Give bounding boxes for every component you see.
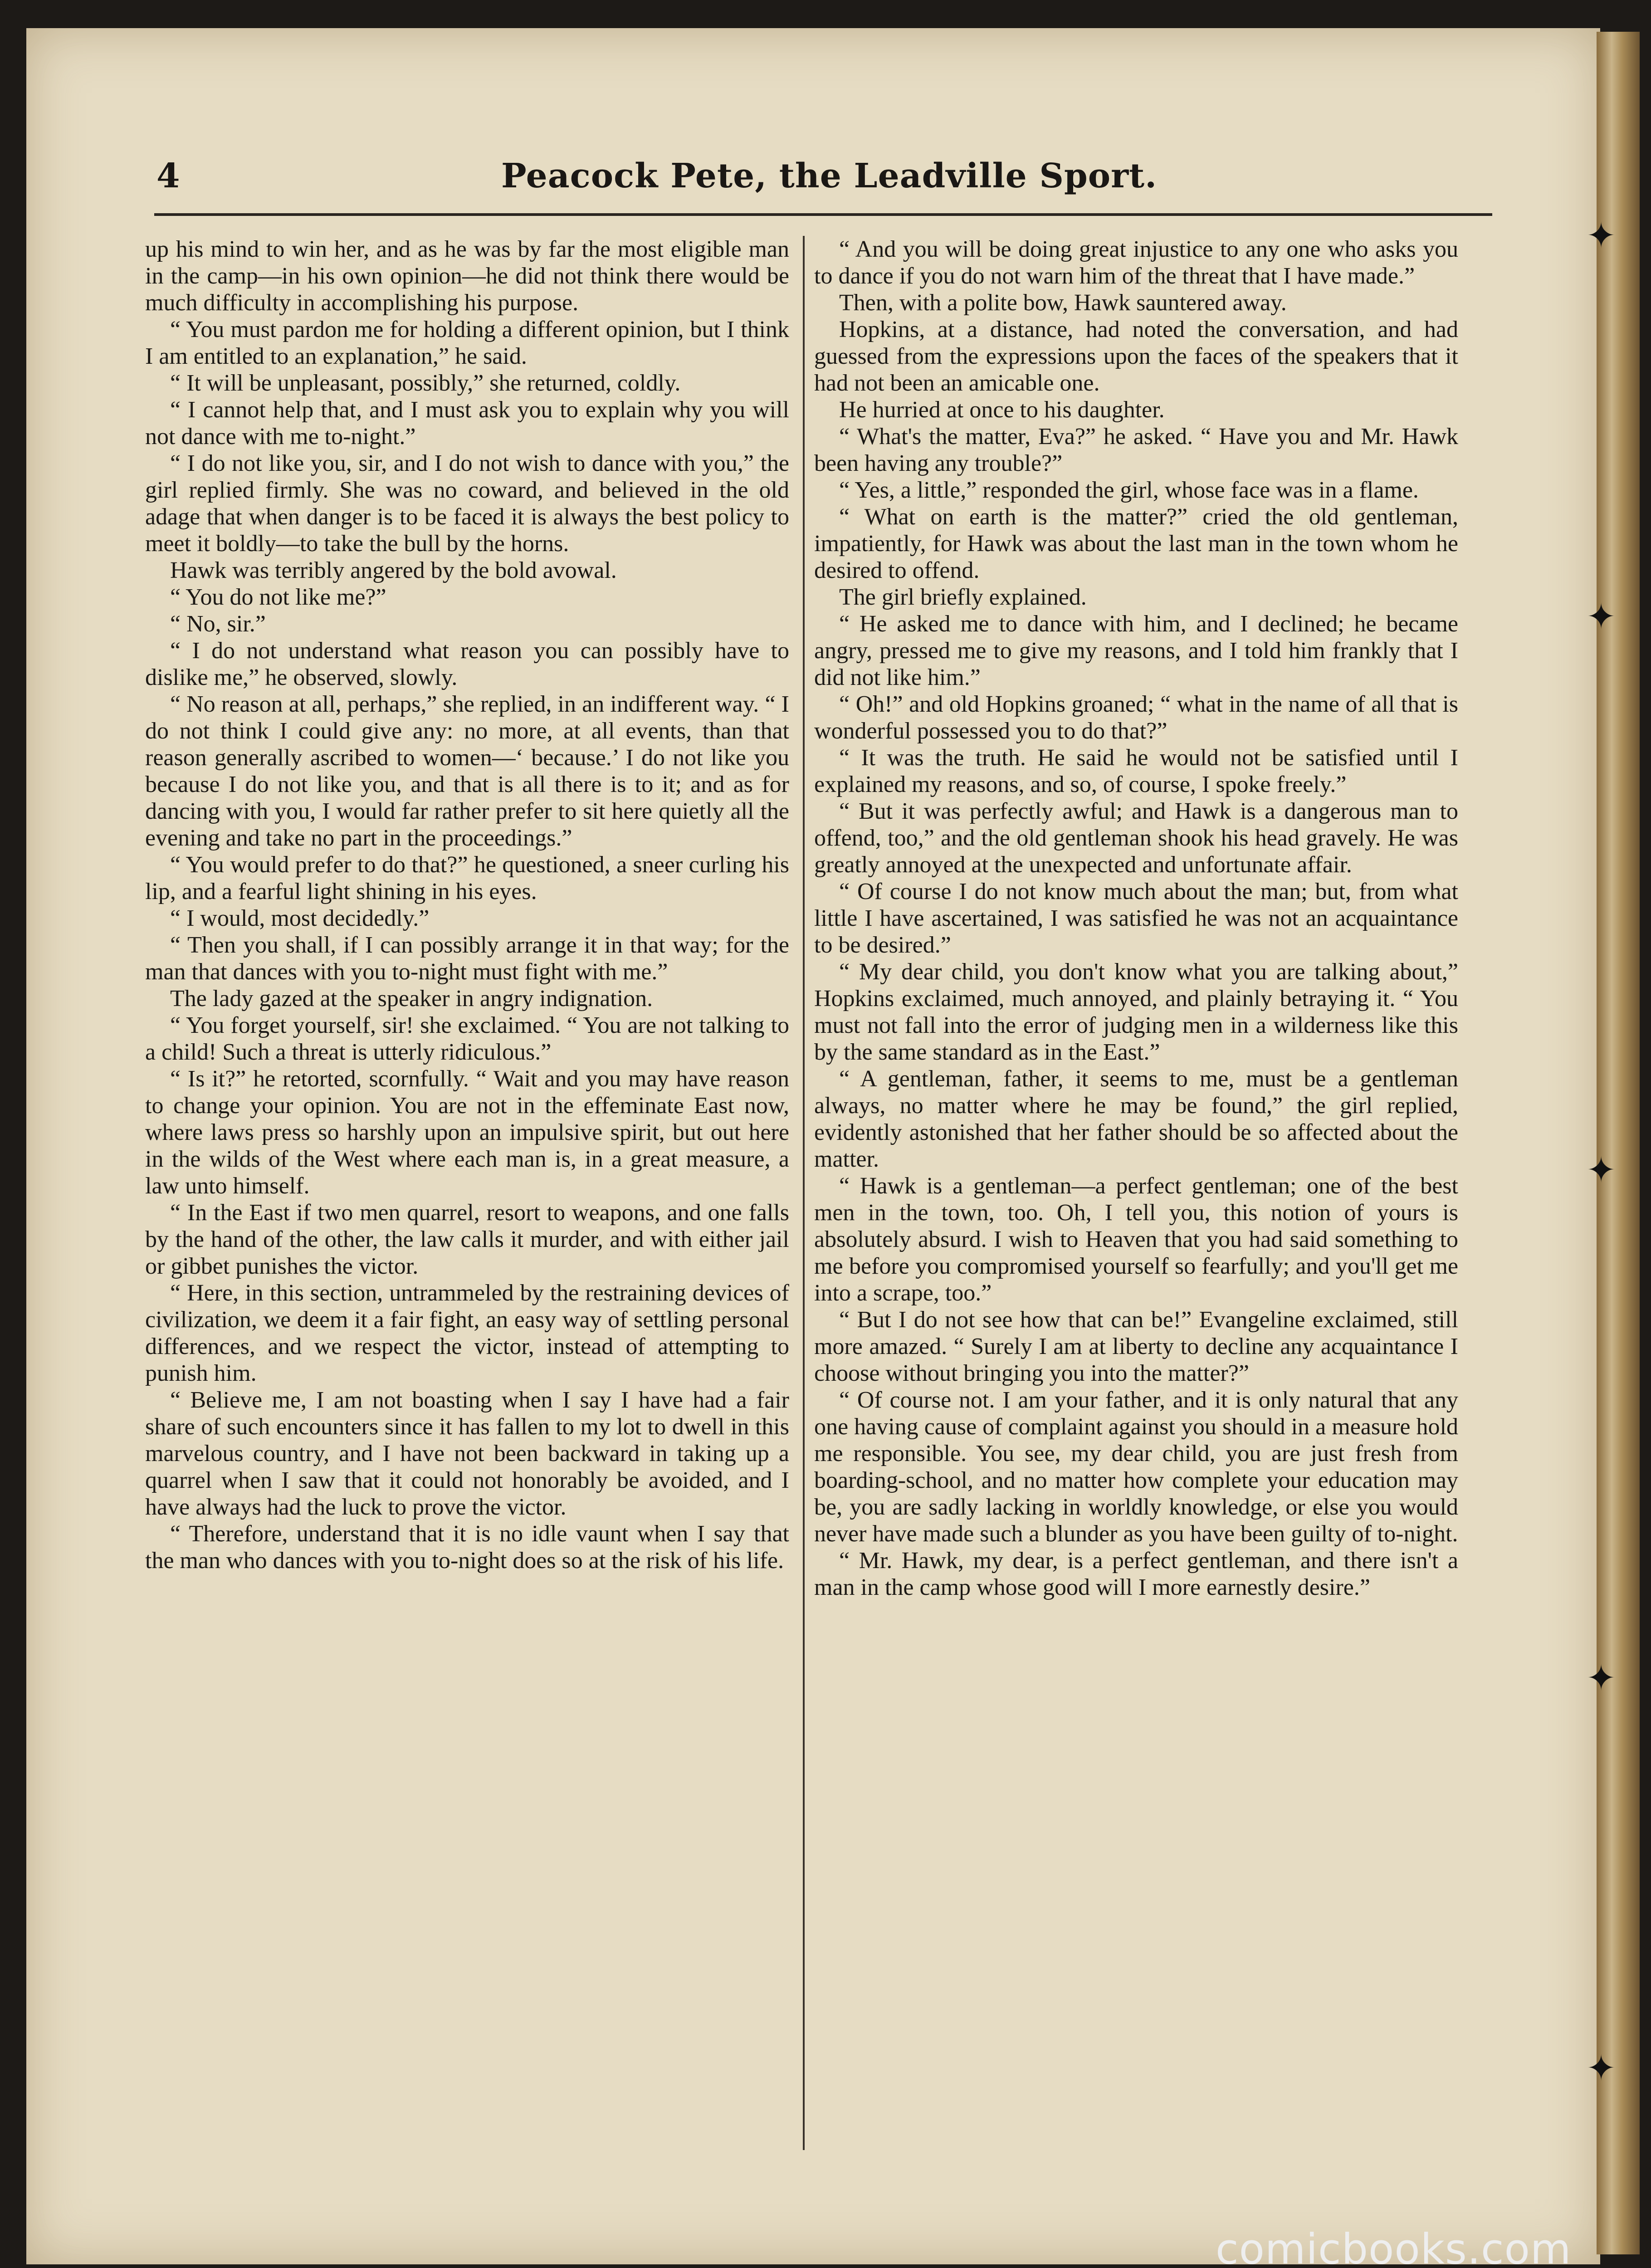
paragraph: “ You would prefer to do that?” he questioned, a sneer curling his lip, and a fearful light shining in his eyes. [145, 852, 789, 904]
paragraph: “ What's the matter, Eva?” he asked. “ Have you and Mr. Hawk been having any trouble?” [814, 424, 1458, 476]
binding-staple-mark: ✦ [1586, 1658, 1616, 1699]
binding-staple-mark: ✦ [1586, 1150, 1616, 1191]
binding-staple-mark: ✦ [1586, 2048, 1616, 2089]
watermark-text: comicbooks.com [1216, 2225, 1572, 2268]
paragraph: “ Of course not. I am your father, and it is only natural that any one having cause of complaint against you should in a measure hold me responsible. You see, my dear child, you are just fresh from boarding-school, and no matter how complete your education may be, you are sadly lacking in worldly knowledge, or else you would never have made such a blunder as you have been guilty of to-night. [814, 1387, 1458, 1547]
paragraph: Then, with a polite bow, Hawk sauntered away. [839, 290, 1287, 316]
paragraph: “ I cannot help that, and I must ask you to explain why you will not dance with me to-night.” [145, 397, 789, 450]
paragraph: “ It will be unpleasant, possibly,” she returned, coldly. [170, 370, 681, 396]
paragraph: “ You do not like me?” [170, 584, 386, 610]
paragraph: “ Yes, a little,” responded the girl, whose face was in a flame. [839, 477, 1419, 503]
paragraph: “ In the East if two men quarrel, resort to weapons, and one falls by the hand of the other, the law calls it murder, and with either jail or gibbet punishes the victor. [145, 1200, 789, 1279]
paragraph: “ I do not understand what reason you can possibly have to dislike me,” he observed, slowly. [145, 638, 789, 690]
paragraph: up his mind to win her, and as he was by far the most eligible man in the camp—in his own opinion—he did not think there would be much difficulty in accomplishing his purpose. [145, 236, 789, 316]
next-page-edge [1597, 32, 1640, 2254]
left-text-column [145, 236, 789, 1574]
binding-staple-mark: ✦ [1586, 215, 1616, 256]
paragraph: “ Hawk is a gentleman—a perfect gentleman; one of the best men in the town, too. Oh, I tell you, this notion of yours is absolutely absurd. I wish to Heaven that you had said something to me before you compromised yourself so fearfully; and you'll get me into a scrape, too.” [814, 1173, 1458, 1306]
paragraph: “ Here, in this section, untrammeled by the restraining devices of civilization, we deem it a fair fight, an easy way of settling personal differences, and we respect the victor, instead of attempting to punish him. [145, 1280, 789, 1386]
page-number: 4 [156, 156, 180, 196]
paragraph: “ Oh!” and old Hopkins groaned; “ what in the name of all that is wonderful possessed you to do that?” [814, 691, 1458, 744]
right-text-column [814, 236, 1458, 1601]
paragraph: “ He asked me to dance with him, and I declined; he became angry, pressed me to give my reasons, and I told him frankly that I did not like him.” [814, 611, 1458, 690]
paragraph: “ Is it?” he retorted, scornfully. “ Wait and you may have reason to change your opinion. You are not in the effeminate East now, where laws press so harshly upon an impulsive spirit, but out here in the wilds of the West where each man is, in a great measure, a law unto himself. [145, 1066, 789, 1199]
paragraph: The girl briefly explained. [839, 584, 1087, 610]
binding-staple-mark: ✦ [1586, 596, 1616, 637]
paragraph: “ But it was perfectly awful; and Hawk is a dangerous man to offend, too,” and the old gentleman shook his head gravely. He was greatly annoyed at the unexpected and unfortunate affair. [814, 798, 1458, 878]
paragraph: “ No reason at all, perhaps,” she replied, in an indifferent way. “ I do not think I could give any: no more, at all events, than that reason generally ascribed to women—‘ because.’ I do not like you because I do not like you, and that is all there is to it; and as for dancing with you, I would far rather prefer to sit here quietly all the evening and take no part in the proceedings.” [145, 691, 789, 851]
paragraph: “ Of course I do not know much about the man; but, from what little I have ascertained, I was satisfied he was not an acquaintance to be desired.” [814, 879, 1458, 958]
paragraph: “ Therefore, understand that it is no idle vaunt when I say that the man who dances with you to-night does so at the risk of his life. [145, 1521, 789, 1574]
paragraph: “ Mr. Hawk, my dear, is a perfect gentleman, and there isn't a man in the camp whose good will I more earnestly desire.” [814, 1548, 1458, 1600]
paragraph: “ You forget yourself, sir! she exclaimed. “ You are not talking to a child! Such a threat is utterly ridiculous.” [145, 1012, 789, 1065]
paragraph: “ My dear child, you don't know what you are talking about,” Hopkins exclaimed, much annoyed, and plainly betraying it. “ You must not fall into the error of judging men in a wilderness like this by the same standard as in the East.” [814, 959, 1458, 1065]
paragraph: “ A gentleman, father, it seems to me, must be a gentleman always, no matter where he may be found,” the girl replied, evidently astonished that her father should be so affected about the matter. [814, 1066, 1458, 1172]
paragraph: He hurried at once to his daughter. [839, 397, 1165, 423]
paragraph: “ But I do not see how that can be!” Evangeline exclaimed, still more amazed. “ Surely I am at liberty to decline any acquaintance I choose without bringing you into the matter?” [814, 1307, 1458, 1386]
column-divider [803, 236, 805, 2150]
paragraph: “ What on earth is the matter?” cried the old gentleman, impatiently, for Hawk was about the last man in the town whom he desired to offend. [814, 504, 1458, 583]
paragraph: “ No, sir.” [170, 611, 266, 637]
paragraph: “ I do not like you, sir, and I do not wish to dance with you,” the girl replied firmly. She was no coward, and believed in the old adage that when danger is to be faced it is always the best policy to meet it boldly—to take the bull by the horns. [145, 450, 789, 557]
running-title: Peacock Pete, the Leadville Sport. [501, 156, 1157, 196]
header-rule [154, 213, 1492, 216]
paragraph: “ You must pardon me for holding a different opinion, but I think I am entitled to an explanation,” he said. [145, 317, 789, 369]
page-header [156, 152, 1495, 206]
paragraph: Hawk was terribly angered by the bold avowal. [170, 557, 617, 583]
paragraph: “ I would, most decidedly.” [170, 905, 430, 931]
paragraph: “ Then you shall, if I can possibly arrange it in that way; for the man that dances with you to-night must fight with me.” [145, 932, 789, 985]
paragraph: The lady gazed at the speaker in angry indignation. [170, 986, 653, 1012]
paragraph: “ And you will be doing great injustice to any one who asks you to dance if you do not warn him of the threat that I have made.” [814, 236, 1458, 289]
paragraph: Hopkins, at a distance, had noted the conversation, and had guessed from the expressions upon the faces of the speakers that it had not been an amicable one. [814, 317, 1458, 396]
paragraph: “ It was the truth. He said he would not be satisfied until I explained my reasons, and so, of course, I spoke freely.” [814, 745, 1458, 797]
paragraph: “ Believe me, I am not boasting when I say I have had a fair share of such encounters since it has fallen to my lot to dwell in this marvelous country, and I have not been backward in taking up a quarrel when I saw that it could not honorably be avoided, and I have always had the luck to prove the victor. [145, 1387, 789, 1520]
